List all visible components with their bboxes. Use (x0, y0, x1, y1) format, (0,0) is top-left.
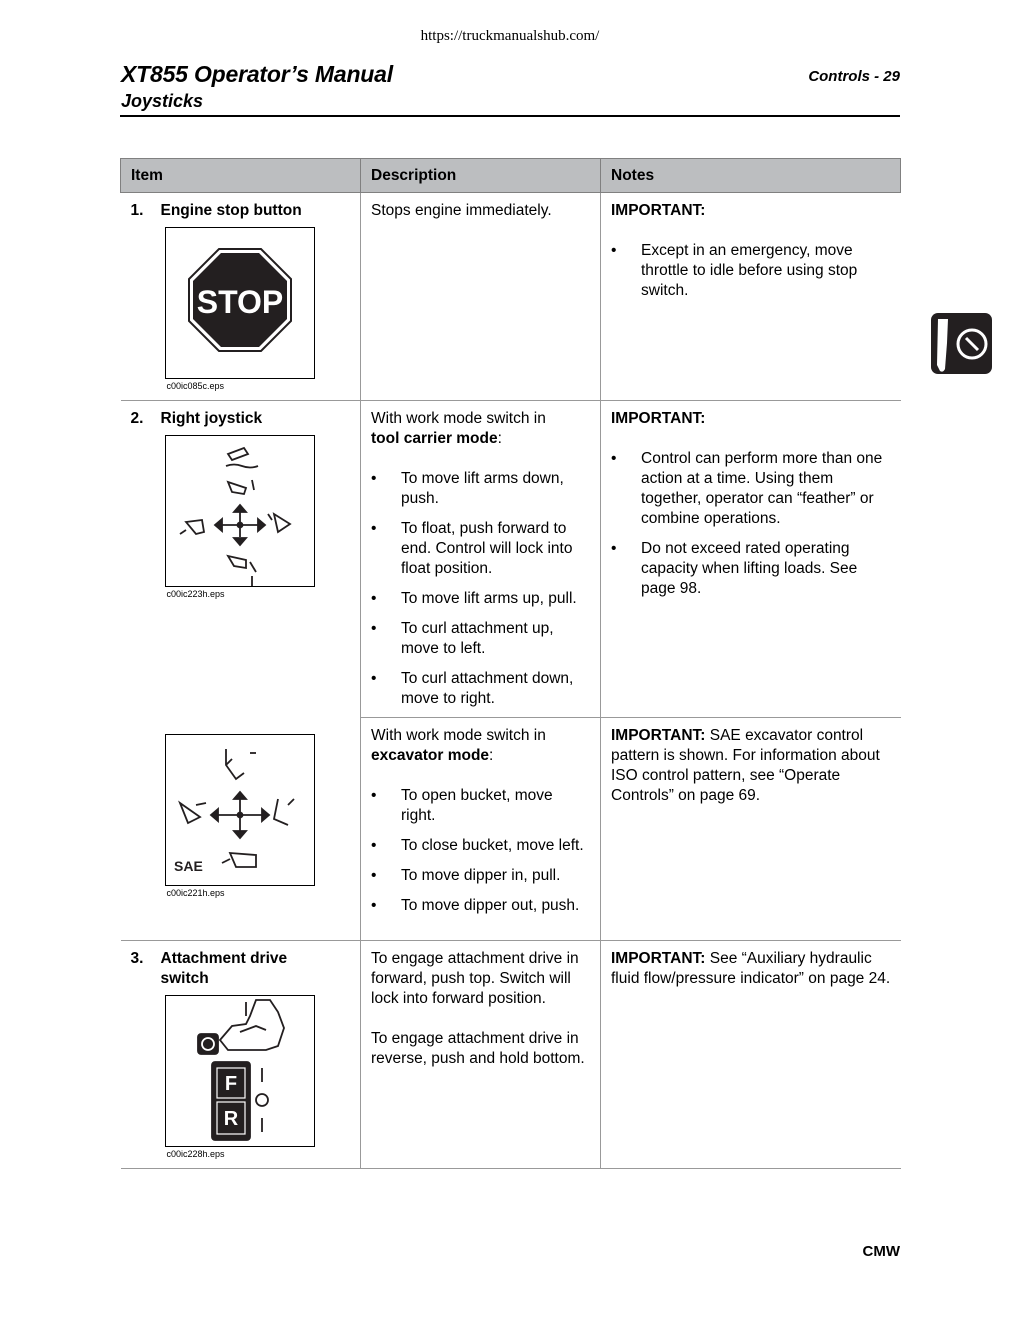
notes-cell (601, 193, 901, 401)
joystick-controls-table (120, 158, 901, 1169)
page-number: Controls - 29 (808, 68, 900, 85)
figure-label: c00ic228h.eps (166, 1149, 225, 1159)
item-heading (131, 201, 351, 221)
instructions-list (371, 786, 590, 916)
tool-carrier-joystick-figure (165, 435, 315, 587)
mode-name: tool carrier mode (371, 430, 498, 447)
item-cell (121, 193, 361, 401)
mode-intro: With work mode switch in (371, 727, 546, 744)
page-title: XT855 Operator’s Manual (121, 61, 393, 87)
column-header-notes: Notes (601, 159, 901, 193)
notes-cell (601, 941, 901, 1169)
column-header-description: Description (361, 159, 601, 193)
item-name: Engine stop button (160, 202, 302, 219)
figure-label: c00ic221h.eps (166, 887, 225, 898)
mode-colon: : (497, 430, 502, 447)
list-item: • To curl attachment down, move to right. (371, 669, 590, 709)
excavator-joystick-figure (165, 734, 315, 886)
description-cell (361, 941, 601, 1169)
description-cell (361, 718, 601, 941)
table-header-row (121, 159, 901, 193)
header-rule (120, 115, 900, 117)
list-item: • To move lift arms up, pull. (371, 589, 590, 609)
mode-colon: : (489, 747, 494, 764)
item-heading (131, 409, 351, 429)
figure-label: c00ic223h.eps (166, 589, 225, 599)
item-cell (121, 401, 361, 718)
section-subtitle: Joysticks (121, 91, 204, 111)
controls-tab-icon (931, 313, 992, 374)
reverse-label: R (223, 1108, 238, 1130)
table-row (121, 193, 901, 401)
description-text (371, 409, 590, 449)
item-name: Right joystick (160, 410, 263, 427)
instructions-list (371, 469, 590, 709)
table-row (121, 718, 901, 941)
table-row (121, 941, 901, 1169)
notes-list (611, 449, 891, 599)
forward-label: F (224, 1073, 237, 1095)
table-row (121, 401, 901, 718)
note-text (611, 949, 891, 989)
notes-cell (601, 718, 901, 941)
note-text (611, 726, 891, 806)
source-url: https://truckmanualshub.com/ (420, 28, 600, 44)
description-text: To engage attachment drive in reverse, push and hold bottom. (371, 1030, 585, 1067)
note-heading: IMPORTANT: (611, 410, 706, 427)
description-text: To engage attachment drive in forward, push top. Switch will lock into forward position. (371, 950, 579, 1007)
item-name: Attachment drive switch (160, 950, 288, 987)
column-header-item: Item (121, 159, 361, 193)
list-item: • To open bucket, move right. (371, 786, 590, 826)
note-body: SAE excavator control pattern is shown. For information about ISO control pattern, see “Operate Controls” on page 69. (611, 727, 880, 804)
list-item: • To curl attachment up, move to left. (371, 619, 590, 659)
list-item: • To float, push forward to end. Control will lock into float position. (371, 519, 590, 579)
note-heading: IMPORTANT: (611, 950, 706, 967)
note-heading: IMPORTANT: (611, 202, 706, 219)
list-item: • To move lift arms down, push. (371, 469, 590, 509)
attachment-drive-switch-figure (165, 995, 315, 1147)
figure-label: c00ic085c.eps (166, 381, 225, 391)
list-item: • Except in an emergency, move throttle to idle before using stop switch. (611, 241, 891, 301)
item-number: 1. (130, 202, 144, 219)
notes-cell (601, 401, 901, 718)
description-text (371, 726, 590, 766)
mode-intro: With work mode switch in (371, 410, 546, 427)
note-body: See “Auxiliary hydraulic fluid flow/pressure indicator” on page 24. (611, 950, 891, 987)
footer-code: CMW (862, 1243, 900, 1260)
mode-name: excavator mode (371, 747, 490, 764)
item-number: 2. (130, 410, 144, 427)
note-heading: IMPORTANT: (611, 727, 706, 744)
sae-label: SAE (173, 857, 203, 874)
item-cell (121, 941, 361, 1169)
list-item: • Control can perform more than one action at a time. Using them together, operator can “feather” or combine operations. (611, 449, 891, 529)
stop-sign-text: STOP (196, 284, 283, 320)
list-item: • Do not exceed rated operating capacity when lifting loads. See page 98. (611, 539, 891, 599)
list-item: • To close bucket, move left. (371, 836, 590, 856)
item-heading (131, 949, 351, 989)
description-cell (361, 401, 601, 718)
description-cell (361, 193, 601, 401)
item-cell (121, 718, 361, 941)
notes-list (611, 241, 891, 301)
description-text: Stops engine immediately. (371, 202, 552, 219)
list-item: • To move dipper in, pull. (371, 866, 590, 886)
stop-sign-figure (165, 227, 315, 379)
item-number: 3. (130, 950, 144, 967)
list-item: • To move dipper out, push. (371, 896, 590, 916)
